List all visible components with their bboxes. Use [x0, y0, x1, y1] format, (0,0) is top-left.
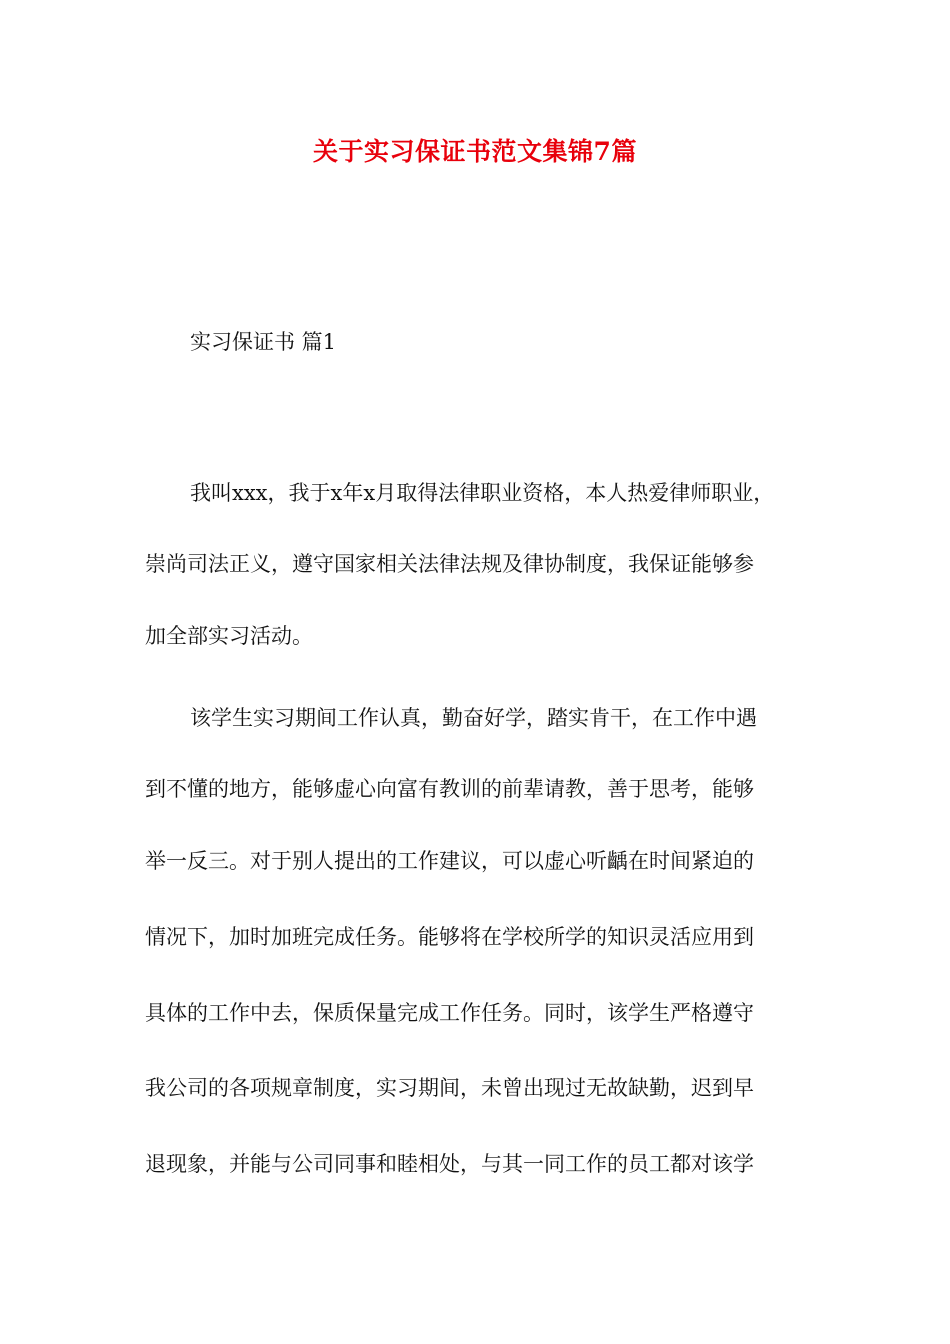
paragraph-line: 举一反三。对于别人提出的工作建议，可以虚心听齲在时间紧迫的: [145, 849, 754, 873]
document-title: 关于实习保证书范文集锦7篇: [313, 137, 637, 166]
paragraph-line: 加全部实习活动。: [145, 624, 313, 648]
section-heading: 实习保证书 篇1: [190, 330, 337, 354]
paragraph-line: 我公司的各项规章制度，实习期间，未曾出现过无故缺勤，迟到早: [145, 1076, 754, 1100]
paragraph-line: 情况下，加时加班完成任务。能够将在学校所学的知识灵活应用到: [145, 925, 754, 949]
paragraph-line: 具体的工作中去，保质保量完成工作任务。同时，该学生严格遵守: [145, 1001, 754, 1025]
paragraph-line: 到不懂的地方，能够虚心向富有教训的前辈请教，善于思考，能够: [145, 777, 754, 801]
paragraph-line: 崇尚司法正义，遵守国家相关法律法规及律协制度，我保证能够参: [145, 552, 754, 576]
paragraph-line: 我叫xxx，我于x年x月取得法律职业资格，本人热爱律师职业，: [190, 481, 775, 505]
paragraph-line: 该学生实习期间工作认真，勤奋好学，踏实肯干，在工作中遇: [190, 706, 757, 730]
paragraph-line: 退现象，并能与公司同事和睦相处，与其一同工作的员工都对该学: [145, 1152, 754, 1176]
